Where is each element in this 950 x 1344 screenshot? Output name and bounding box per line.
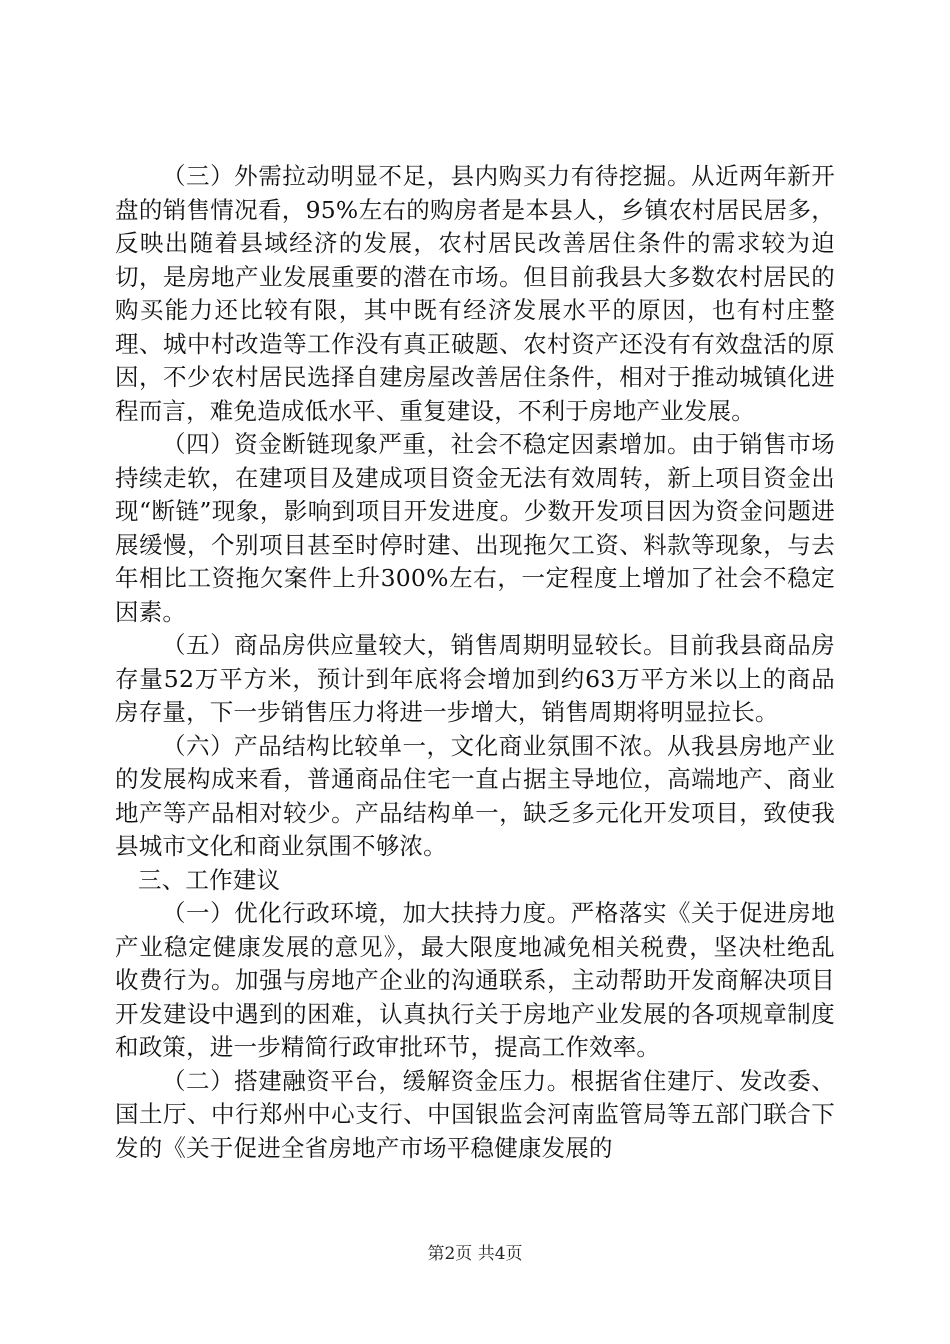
paragraph-4: （四）资金断链现象严重，社会不稳定因素增加。由于销售市场持续走软，在建项目及建成项目资金无法有效周转，新上项目资金出现“断链”现象，影响到项目开发进度。少数开发项目因为资金问题进展缓慢，个别项目甚至时停时建、出现拖欠工资、料款等现象，与去年相比工资拖欠案件上升300%左右，一定程度上增加了社会不稳定因素。 xyxy=(115,430,835,626)
paragraph-6: （六）产品结构比较单一，文化商业氛围不浓。从我县房地产业的发展构成来看，普通商品住宅一直占据主导地位，高端地产、商业地产等产品相对较少。产品结构单一，缺乏多元化开发项目，致使我县城市文化和商业氛围不够浓。 xyxy=(115,731,835,860)
document-body xyxy=(115,160,835,1165)
paragraph-suggestion-2: （二）搭建融资平台，缓解资金压力。根据省住建厅、发改委、国土厅、中行郑州中心支行、中国银监会河南监管局等五部门联合下发的《关于促进全省房地产市场平稳健康发展的 xyxy=(115,1066,835,1162)
page-footer: 第2页 共4页 xyxy=(427,1244,523,1264)
paragraph-3: （三）外需拉动明显不足，县内购买力有待挖掘。从近两年新开盘的销售情况看，95%左右的购房者是本县人，乡镇农村居民居多，反映出随着县域经济的发展，农村居民改善居住条件的需求较为迫切，是房地产业发展重要的潜在市场。但目前我县大多数农村居民的购买能力还比较有限，其中既有经济发展水平的原因，也有村庄整理、城中村改造等工作没有真正破题、农村资产还没有有效盘活的原因，不少农村居民选择自建房屋改善居住条件，相对于推动城镇化进程而言，难免造成低水平、重复建设，不利于房地产业发展。 xyxy=(115,162,835,425)
paragraph-5: （五）商品房供应量较大，销售周期明显较长。目前我县商品房存量52万平方米，预计到年底将会增加到约63万平方米以上的商品房存量，下一步销售压力将进一步增大，销售周期将明显拉长。 xyxy=(115,631,835,726)
paragraph-suggestion-1: （一）优化行政环境，加大扶持力度。严格落实《关于促进房地产业稳定健康发展的意见》，最大限度地减免相关税费，坚决杜绝乱收费行为。加强与房地产企业的沟通联系，主动帮助开发商解决项目开发建设中遇到的困难，认真执行关于房地产业发展的各项规章制度和政策，进一步精简行政审批环节，提高工作效率。 xyxy=(115,899,835,1061)
section-title: 三、工作建议 xyxy=(138,865,281,894)
